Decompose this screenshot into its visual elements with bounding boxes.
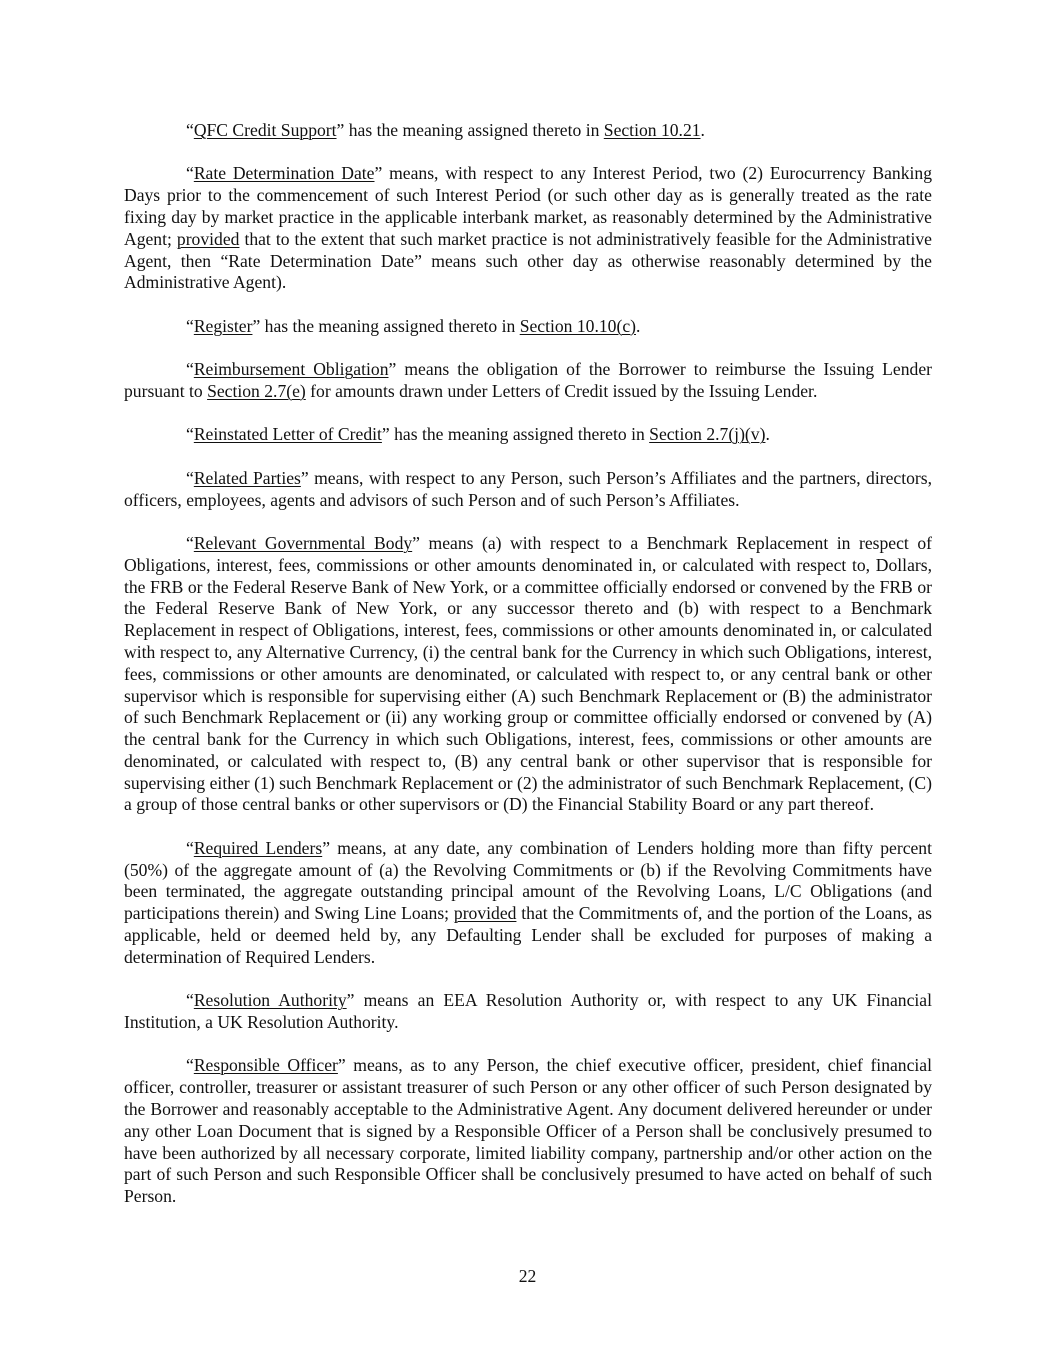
open-quote: “: [186, 424, 194, 445]
definition-related-parties: [124, 468, 932, 512]
definition-text: ” means, with respect to any Person, such Person’s Affiliates and the partners, directors, officers, employees, agents and advisors of such Person and of such Person’s Affiliates.: [124, 467, 932, 510]
open-quote: “: [186, 532, 194, 553]
definition-reimbursement-obligation: [124, 359, 932, 403]
definition-text: ” means, as to any Person, the chief executive officer, president, chief financial officer, controller, treasurer or assistant treasurer of such Person or any other officer of such Person designated by the Borrower and reasonably acceptable to the Administrative Agent. Any document delivered hereunder or under any other Loan Document that is signed by a Responsible Officer of a Person shall be conclusively presumed to have been authorized by all necessary corporate, limited liability company, partnership and/or other action on the part of such Person and such Responsible Officer shall be conclusively presumed to have acted on behalf of such Person.: [124, 1055, 932, 1207]
definition-text: .: [765, 424, 770, 445]
definition-register: [124, 316, 932, 338]
definition-resolution-authority: [124, 990, 932, 1034]
defined-term: Required Lenders: [193, 837, 323, 858]
open-quote: “: [186, 315, 194, 336]
defined-term: Responsible Officer: [193, 1055, 338, 1076]
definition-text: ” has the meaning assigned thereto in: [252, 315, 520, 336]
open-quote: “: [186, 120, 194, 140]
defined-term: Relevant Governmental Body: [193, 532, 413, 553]
definition-text: ” means, at any date, any combination of Lenders holding more than fifty percent (50%) of the aggregate amount of (a) the Revolving Commitments or (b) if the Revolving Commitments have been terminated, the aggregate outstanding principal amount of the Revolving Loans, L/C Obligations (and participations therein) and Swing Line Loans;: [124, 837, 932, 924]
section-reference: Section 2.7(e): [207, 380, 306, 401]
definition-text: that to the extent that such market practice is not administratively feasible for the Administrative Agent, then “Rate Determination Date” means such other day as otherwise reasonably determined by the Administrative Agent).: [124, 228, 932, 293]
section-reference: Section 10.10(c): [519, 315, 636, 336]
provided-term: provided: [176, 228, 240, 249]
definition-required-lenders: [124, 838, 932, 969]
open-quote: “: [186, 837, 194, 858]
defined-term: QFC Credit Support: [193, 120, 337, 140]
definition-text: for amounts drawn under Letters of Credit issued by the Issuing Lender.: [305, 380, 818, 401]
provided-term: provided: [453, 903, 517, 924]
defined-term: Related Parties: [193, 467, 301, 488]
definition-text: ” means an EEA Resolution Authority or, with respect to any UK Financial Institution, a UK Resolution Authority.: [124, 990, 932, 1033]
defined-term: Register: [193, 315, 253, 336]
open-quote: “: [186, 1055, 194, 1076]
section-reference: Section 10.21: [603, 120, 701, 140]
definition-text: ” means the obligation of the Borrower to reimburse the Issuing Lender pursuant to: [124, 359, 932, 401]
document-page: [124, 120, 932, 1230]
definition-text: ” means, with respect to any Interest Period, two (2) Eurocurrency Banking Days prior to the commencement of such Interest Period (or such other day as is generally treated as the rate fixing day by market practice in the applicable interbank market, as reasonably determined by the Administrative Agent;: [124, 163, 932, 249]
definition-relevant-governmental-body: [124, 533, 932, 816]
defined-term: Reimbursement Obligation: [193, 359, 389, 380]
definition-text: ” has the meaning assigned thereto in: [336, 120, 604, 140]
defined-term: Reinstated Letter of Credit: [193, 424, 382, 445]
definition-qfc-credit-support: [124, 120, 932, 142]
definition-text: ” means (a) with respect to a Benchmark Replacement in respect of Obligations, interest, fees, commissions or other amounts denominated in, or calculated with respect to, Dollars, the FRB or the Federal Reserve Bank of New York, or a committee officially endorsed or convened by the FRB or the Federal Reserve Bank of New York, or any successor thereto and (b) with respect to a Benchmark Replacement in respect of Obligations, interest, fees, commissions or other amounts denominated in, or calculated with respect to, any Alternative Currency, (i) the central bank for the Currency in which such Obligations, interest, fees, commissions or other amounts are denominated, or calculated with respect to, or any central bank or other supervisor which is responsible for supervising either (A) such Benchmark Replacement or (B) the administrator of such Benchmark Replacement or (ii) any working group or committee officially endorsed or convened by (A) the central bank for the Currency in which such Obligations, interest, fees, commissions or other amounts are denominated, or calculated with respect to, (B) any central bank or other supervisor that is responsible for supervising either (1) such Benchmark Replacement or (2) the administrator of such Benchmark Replacement, (C) a group of those central banks or other supervisors or (D) the Financial Stability Board or any part thereof.: [124, 532, 932, 815]
page-number: 22: [518, 1266, 537, 1286]
definition-text: .: [636, 315, 641, 336]
defined-term: Rate Determination Date: [193, 163, 375, 184]
open-quote: “: [186, 359, 194, 380]
section-reference: Section 2.7(j)(v): [649, 424, 766, 445]
open-quote: “: [186, 163, 194, 184]
definition-text: ” has the meaning assigned thereto in: [381, 424, 650, 445]
defined-term: Resolution Authority: [193, 990, 347, 1011]
definition-rate-determination-date: [124, 163, 932, 294]
open-quote: “: [186, 467, 194, 488]
definition-text: that the Commitments of, and the portion of the Loans, as applicable, held or deemed held by, any Defaulting Lender shall be excluded for purposes of making a determination of Required Lenders.: [124, 903, 933, 967]
definition-reinstated-letter-of-credit: [124, 424, 932, 446]
definition-responsible-officer: [124, 1055, 932, 1208]
definition-text: .: [700, 120, 705, 140]
open-quote: “: [186, 990, 194, 1011]
